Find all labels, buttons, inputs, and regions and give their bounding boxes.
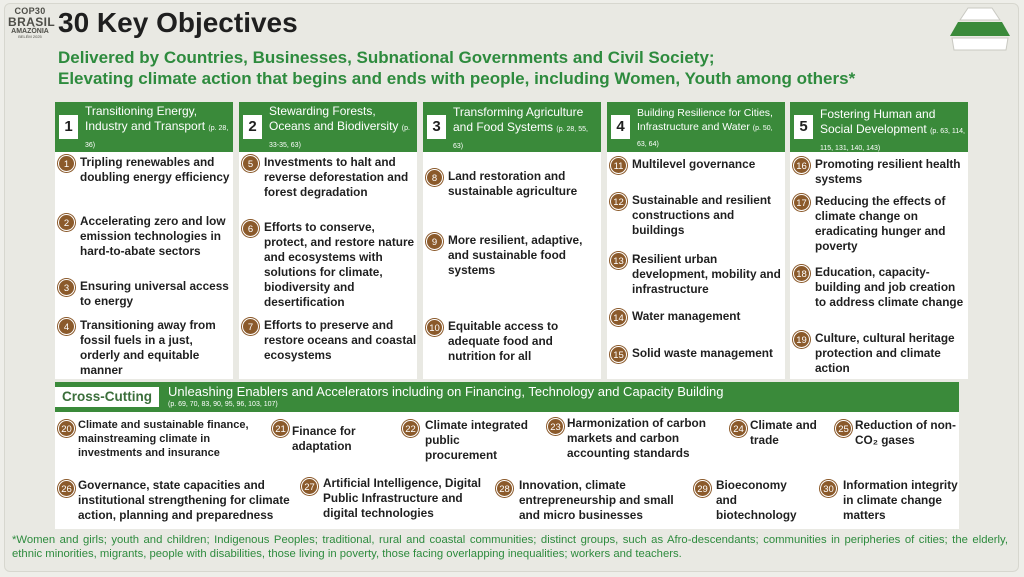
objective-number-badge: 8 [426, 169, 443, 186]
objective-number-badge: 18 [793, 265, 810, 282]
objective-column-4 [607, 102, 785, 379]
column-header [55, 102, 233, 152]
column-title-text: Transitioning Energy, Industry and Transport [85, 104, 206, 133]
objective-number-badge: 11 [610, 157, 627, 174]
objective-number-badge: 27 [301, 478, 318, 495]
column-number: 4 [611, 115, 630, 139]
column-title [269, 104, 415, 153]
column-ref: (p. 50, 63, 64) [637, 125, 773, 148]
objective-text: Investments to halt and reverse deforestation and forest degradation [264, 155, 409, 199]
column-number: 1 [59, 115, 78, 139]
objective-text: Reducing the effects of climate change on eradicating hunger and poverty [815, 194, 946, 253]
column-title [85, 104, 231, 153]
objective-text: Education, capacity-building and job creation to address climate change [815, 265, 964, 309]
objective-text: Accelerating zero and low emission technologies in hard-to-abate sectors [80, 214, 226, 258]
objective-text: Culture, cultural heritage protection and climate action [815, 331, 955, 375]
objective-text: Innovation, climate entrepreneurship and small and micro businesses [519, 478, 674, 522]
objective-column-5 [790, 102, 968, 379]
objective-number-badge: 26 [58, 480, 75, 497]
footnote: *Women and girls; youth and children; Indigenous Peoples; traditional, rural and coastal communities; distinct groups, such as Afro-descendants; communities in peripheries of cities; the elderly, ethnic minorities, migrants, people with disabilities, those living in poverty, those facing overlapping inequalities; workers and teachers. [12, 534, 1008, 560]
column-header [423, 102, 601, 152]
objective-text: Efforts to conserve, protect, and restore nature and ecosystems with solutions for climate, biodiversity and desertification [264, 220, 415, 309]
objective-number-badge: 29 [694, 480, 711, 497]
column-number: 3 [427, 115, 446, 139]
logo-line-1: COP30 [14, 6, 46, 16]
objective-number-badge: 24 [730, 420, 747, 437]
objective-number-badge: 23 [547, 418, 564, 435]
cross-cutting-ref: (p. 69, 70, 83, 90, 95, 96, 103, 107) [168, 401, 278, 408]
objective-number-badge: 25 [835, 420, 852, 437]
objective-number-badge: 30 [820, 480, 837, 497]
objective-text: Reduction of non-CO₂ gases [855, 418, 956, 447]
objective-number-badge: 14 [610, 309, 627, 326]
objective-column-2 [239, 102, 417, 379]
objective-text: Artificial Intelligence, Digital Public Infrastructure and digital technologies [323, 476, 481, 520]
objective-number-badge: 28 [496, 480, 513, 497]
column-title-text: Fostering Human and Social Development [820, 107, 936, 136]
column-ref: (p. 28, 55, 63) [453, 126, 588, 150]
objective-text: Climate and trade [750, 418, 817, 447]
cross-cutting-title: Unleashing Enablers and Accelerators including on Financing, Technology and Capacity Building [168, 384, 724, 399]
objective-number-badge: 20 [58, 420, 75, 437]
logo-line-4: BELÉM 2025 [18, 34, 42, 39]
column-title-text: Building Resilience for Cities, Infrastructure and Water [637, 107, 773, 133]
objective-text: Promoting resilient health systems [815, 157, 961, 186]
subtitle-line-2: Elevating climate action that begins and ends with people, including Women, Youth among others* [58, 69, 856, 88]
objective-text: Bioeconomy and biotechnology [716, 478, 797, 522]
objective-number-badge: 10 [426, 319, 443, 336]
objective-text: Climate and sustainable finance, mainstreaming climate in investments and insurance [78, 419, 249, 459]
column-title-text: Transforming Agriculture and Food Systems [453, 105, 584, 134]
objective-number-badge: 4 [58, 318, 75, 335]
subtitle-line-1: Delivered by Countries, Businesses, Subnational Governments and Civil Society; [58, 48, 715, 67]
objective-text: Climate integrated public procurement [425, 418, 528, 462]
objective-number-badge: 12 [610, 193, 627, 210]
objective-number-badge: 9 [426, 233, 443, 250]
page-title: 30 Key Objectives [58, 7, 298, 38]
column-ref: (p. 28, 36) [85, 125, 229, 149]
column-number: 5 [794, 115, 813, 139]
objective-number-badge: 19 [793, 331, 810, 348]
objective-number-badge: 3 [58, 279, 75, 296]
objective-number-badge: 17 [793, 194, 810, 211]
objective-text: Water management [632, 309, 741, 323]
cross-cutting-header [55, 382, 959, 412]
objective-column-3 [423, 102, 601, 379]
logo-line-3: AMAZÔNIA [11, 28, 49, 35]
objective-text: Transitioning away from fossil fuels in a just, orderly and equitable manner [80, 318, 216, 377]
objective-number-badge: 2 [58, 214, 75, 231]
objective-number-badge: 22 [402, 420, 419, 437]
objective-text: Resilient urban development, mobility and infrastructure [632, 252, 781, 296]
cross-cutting-panel [55, 412, 959, 529]
objective-text: Multilevel governance [632, 157, 756, 171]
objective-text: Tripling renewables and doubling energy efficiency [80, 155, 230, 184]
column-header [239, 102, 417, 152]
objective-text: Ensuring universal access to energy [80, 279, 229, 308]
cop30-logo [8, 6, 56, 39]
objective-text: Efforts to preserve and restore oceans and coastal ecosystems [264, 318, 417, 362]
cross-cutting-label: Cross-Cutting [55, 387, 159, 407]
objective-text: Sustainable and resilient constructions and buildings [632, 193, 771, 237]
objective-text: Land restoration and sustainable agriculture [448, 169, 578, 198]
objective-number-badge: 5 [242, 155, 259, 172]
column-title [637, 106, 783, 152]
column-title [453, 105, 599, 154]
objective-text: Solid waste management [632, 346, 773, 360]
objective-column-1 [55, 102, 233, 379]
objective-number-badge: 13 [610, 252, 627, 269]
objective-number-badge: 1 [58, 155, 75, 172]
tree-emblem-icon [948, 6, 1012, 52]
objective-text: Finance for adaptation [292, 424, 356, 453]
column-header [607, 102, 785, 152]
objective-number-badge: 15 [610, 346, 627, 363]
objective-number-badge: 6 [242, 220, 259, 237]
column-header [790, 102, 968, 152]
objective-number-badge: 21 [272, 420, 289, 437]
objective-text: More resilient, adaptive, and sustainable food systems [448, 233, 583, 277]
objective-text: Information integrity in climate change matters [843, 478, 958, 522]
column-title [820, 107, 966, 156]
objective-text: Harmonization of carbon markets and carbon accounting standards [567, 416, 706, 460]
objective-number-badge: 7 [242, 318, 259, 335]
objective-number-badge: 16 [793, 157, 810, 174]
objective-text: Governance, state capacities and institutional strengthening for climate action, planning and preparedness [78, 478, 290, 522]
logo-line-2: BRASIL [8, 15, 56, 29]
page-subtitle [58, 47, 855, 89]
column-ref: (p. 33-35, 63) [269, 125, 410, 149]
column-ref: (p. 63, 114, 115, 131, 140, 143) [820, 128, 965, 152]
objective-text: Equitable access to adequate food and nutrition for all [448, 319, 559, 363]
column-number: 2 [243, 115, 262, 139]
column-title-text: Stewarding Forests, Oceans and Biodiversity [269, 104, 399, 133]
